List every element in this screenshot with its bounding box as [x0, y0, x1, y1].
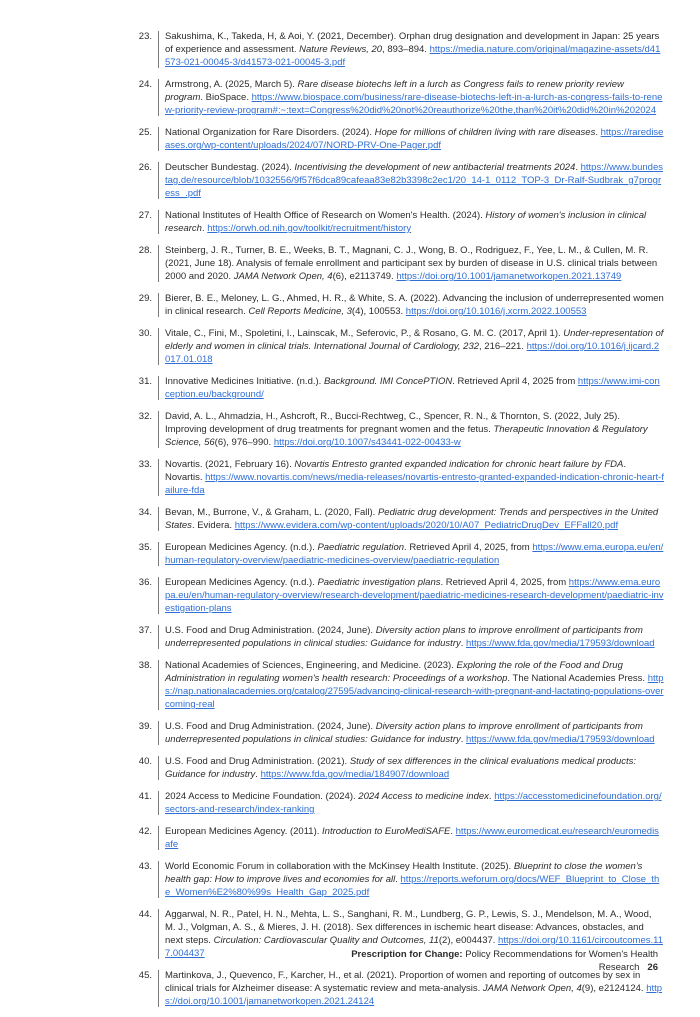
reference-link[interactable]: https://doi.org/10.1161/circoutcomes.117.004437 — [165, 935, 663, 959]
reference-segment: (4), 100553. — [351, 306, 406, 317]
reference-number: 27. — [138, 210, 152, 221]
reference-segment: Novartis. (2021, February 16). — [165, 459, 295, 470]
reference-italic-title: Study of sex differences in the clinical evaluations medical products: Guidance for industry — [165, 756, 637, 780]
reference-item — [134, 969, 664, 1008]
reference-number: 32. — [138, 411, 152, 422]
reference-segment: . — [395, 874, 401, 885]
reference-text — [165, 375, 664, 401]
reference-number: 42. — [138, 826, 152, 837]
reference-number: 36. — [138, 577, 152, 588]
reference-item — [134, 458, 664, 497]
reference-segment: (6), 976–990. — [214, 437, 274, 448]
reference-segment: . — [255, 769, 261, 780]
reference-item — [134, 209, 664, 235]
reference-link[interactable]: https://doi.org/10.1001/jamanetworkopen.2021.13749 — [396, 271, 622, 282]
reference-text — [165, 576, 664, 615]
reference-italic-title: Under-representation of elderly and women in clinical trials. International Journal of Cardiology, 232 — [165, 328, 664, 352]
reference-number: 44. — [138, 909, 152, 920]
reference-number: 24. — [138, 79, 152, 90]
reference-item — [134, 541, 664, 567]
reference-link[interactable]: https://accesstomedicinefoundation.org/sectors-and-research/index-ranking — [165, 791, 662, 815]
reference-segment: . Evidera. — [191, 520, 235, 531]
reference-segment: . — [460, 734, 467, 745]
reference-link[interactable]: https://doi.org/10.1016/j.xcrm.2022.100553 — [405, 306, 587, 317]
reference-italic-title: 2024 Access to medicine index — [358, 791, 489, 802]
reference-number: 30. — [138, 328, 152, 339]
reference-link[interactable]: https://media.nature.com/original/magazine-assets/d41573-021-00045-3/d41573-021-00045-3.pdf — [165, 44, 661, 68]
reference-item — [134, 161, 664, 200]
reference-item — [134, 825, 664, 851]
reference-item — [134, 860, 664, 899]
reference-number: 38. — [138, 660, 152, 671]
reference-segment: . — [488, 791, 495, 802]
reference-segment: European Medicines Agency. (n.d.). — [165, 577, 318, 588]
reference-italic-title: Circulation: Cardiovascular Quality and Outcomes, 11 — [213, 935, 439, 946]
reference-item — [134, 126, 664, 152]
reference-number: 39. — [138, 721, 152, 732]
reference-segment: Innovative Medicines Initiative. (n.d.). — [165, 376, 324, 387]
reference-segment: National Institutes of Health Office of Research on Women's Health. (2024). — [165, 210, 486, 221]
reference-text — [165, 506, 664, 532]
reference-text — [165, 720, 664, 746]
reference-number: 25. — [138, 127, 152, 138]
reference-link[interactable]: https://nap.nationalacademies.org/catalog/27595/advancing-clinical-research-with-pregnant-and-lactating-populations-overcoming-real — [165, 673, 664, 710]
reference-number: 41. — [138, 791, 152, 802]
reference-number: 28. — [138, 245, 152, 256]
reference-link[interactable]: https://doi.org/10.1016/j.ijcard.2017.01.018 — [165, 341, 660, 365]
reference-item — [134, 410, 664, 449]
reference-text — [165, 126, 664, 152]
reference-italic-title: JAMA Network Open, 4 — [482, 983, 582, 994]
reference-item — [134, 576, 664, 615]
reference-text — [165, 860, 664, 899]
reference-italic-title: Diversity action plans to improve enrollment of participants from underrepresented populations in clinical studies: Guidance for industry — [165, 721, 643, 745]
reference-number: 43. — [138, 861, 152, 872]
reference-italic-title: Paediatric investigation plans — [317, 577, 441, 588]
reference-list — [134, 30, 664, 1017]
footer-title-rest: Policy Recommendations for Women's Health Research — [462, 949, 658, 973]
reference-italic-title: Paediatric regulation — [317, 542, 405, 553]
reference-text — [165, 755, 664, 781]
reference-segment: Vitale, C., Fini, M., Spoletini, I., Lainscak, M., Seferovic, P., & Rosano, G. M. C. (2017, April 1). — [165, 328, 564, 339]
reference-segment: Martinkova, J., Quevenco, F., Karcher, H., et al. (2021). Proportion of women and reporting of outcomes by sex in clinical trials for Alzheimer disease: A systematic review and meta-analysis. — [165, 970, 641, 994]
reference-italic-title: Novartis Entresto granted expanded indication for chronic heart failure by FDA — [294, 459, 624, 470]
reference-item — [134, 327, 664, 366]
reference-segment: . Retrieved April 4, 2025 from — [452, 376, 578, 387]
reference-link[interactable]: https://www.imi-conception.eu/background/ — [165, 376, 660, 400]
reference-segment: U.S. Food and Drug Administration. (2024, June). — [165, 625, 376, 636]
reference-link[interactable]: https://www.fda.gov/media/184907/download — [260, 769, 450, 780]
reference-segment: . Novartis. — [165, 459, 626, 483]
reference-segment: European Medicines Agency. (2011). — [165, 826, 323, 837]
reference-number: 45. — [138, 970, 152, 981]
reference-link[interactable]: https://www.ema.europa.eu/en/human-regulatory-overview/paediatric-medicines-overview/paediatric-regulation — [165, 542, 664, 566]
reference-italic-title: Therapeutic Innovation & Regulatory Science, 56 — [165, 424, 648, 448]
reference-segment: . — [595, 127, 601, 138]
reference-segment: . — [450, 826, 456, 837]
reference-italic-title: Cell Reports Medicine, 3 — [248, 306, 352, 317]
reference-segment: Steinberg, J. R., Turner, B. E., Weeks, B. T., Magnani, C. J., Wong, B. O., Rodriguez, F., Yee, L. M., & Cullen, M. R. (2021, June 18). Analysis of female enrollment and participant sex by burden of disease in U.S. clinical trials between 2000 and 2020. — [165, 245, 658, 282]
reference-segment: . — [460, 638, 467, 649]
reference-item — [134, 30, 664, 69]
reference-item — [134, 506, 664, 532]
reference-number: 37. — [138, 625, 152, 636]
reference-segment: 2024 Access to Medicine Foundation. (2024). — [165, 791, 359, 802]
reference-segment: (6), e2113749. — [332, 271, 397, 282]
reference-segment: National Organization for Rare Disorders. (2024). — [165, 127, 375, 138]
reference-item — [134, 244, 664, 283]
reference-link[interactable]: https://doi.org/10.1001/jamanetworkopen.2021.24124 — [165, 983, 663, 1007]
reference-segment: . — [201, 223, 208, 234]
reference-text — [165, 790, 664, 816]
reference-text — [165, 541, 664, 567]
reference-item — [134, 292, 664, 318]
reference-number: 23. — [138, 31, 152, 42]
reference-text — [165, 659, 664, 711]
reference-link[interactable]: https://www.euromedicat.eu/research/euromedisafe — [165, 826, 659, 850]
reference-segment: Aggarwal, N. R., Patel, H. N., Mehta, L. S., Sanghani, R. M., Lundberg, G. P., Lewis, S. J., Mendelson, M. A., Wood, M. J., Volgman, A. S., & Mieres, J. H. (2018). Sex differences in ischemic heart disease: Advances, obstacles, and next steps. — [165, 909, 652, 946]
reference-segment: (2), e004437. — [438, 935, 499, 946]
reference-text — [165, 244, 664, 283]
reference-segment: . Retrieved April 4, 2025, from — [440, 577, 569, 588]
reference-number: 29. — [138, 293, 152, 304]
reference-link[interactable]: https://www.evidera.com/wp-content/uploads/2020/10/A07_PediatricDrugDev_EFFall20.pdf — [234, 520, 619, 531]
reference-text — [165, 292, 664, 318]
reference-italic-title: Pediatric drug development: Trends and perspectives in the United States — [165, 507, 659, 531]
reference-italic-title: Diversity action plans to improve enrollment of participants from underrepresented populations in clinical studies: Guidance for industry — [165, 625, 643, 649]
reference-link[interactable]: https://rarediseases.org/wp-content/uploads/2024/07/NORD-PRV-One-Pager.pdf — [165, 127, 664, 151]
reference-link[interactable]: https://www.fda.gov/media/179593/download — [466, 638, 655, 649]
reference-text — [165, 327, 664, 366]
reference-number: 40. — [138, 756, 152, 767]
reference-text — [165, 624, 664, 650]
reference-segment: U.S. Food and Drug Administration. (2021). — [165, 756, 350, 767]
reference-link[interactable]: https://doi.org/10.1007/s43441-022-00433-w — [273, 437, 461, 448]
reference-italic-title: Rare disease biotechs left in a lurch as Congress fails to renew priority review program — [165, 79, 624, 103]
reference-item — [134, 720, 664, 746]
reference-segment: , 893–894. — [382, 44, 430, 55]
reference-text — [165, 458, 664, 497]
page-number: 26 — [647, 962, 658, 973]
reference-link[interactable]: https://www.novartis.com/news/media-releases/novartis-entresto-granted-expanded-indication-chronic-heart-failure-fda — [165, 472, 664, 496]
reference-segment: National Academies of Sciences, Engineering, and Medicine. (2023). — [165, 660, 457, 671]
reference-segment: (9), e2124124. — [581, 983, 647, 994]
reference-italic-title: History of women's inclusion in clinical research — [165, 210, 647, 234]
reference-number: 35. — [138, 542, 152, 553]
reference-number: 33. — [138, 459, 152, 470]
reference-segment: . Retrieved April 4, 2025, from — [404, 542, 533, 553]
reference-italic-title: Incentivising the development of new antibacterial treatments 2024 — [294, 162, 576, 173]
reference-segment: . BioSpace. — [200, 92, 252, 103]
reference-segment: Sakushima, K., Takeda, H, & Aoi, Y. (2021, December). Orphan drug designation and development in Japan: 25 years of experience and assessment. — [165, 31, 660, 55]
reference-italic-title: Nature Reviews, 20 — [299, 44, 383, 55]
reference-item — [134, 78, 664, 117]
reference-segment: European Medicines Agency. (n.d.). — [165, 542, 318, 553]
reference-italic-title: Background. IMI ConcePTION — [323, 376, 453, 387]
reference-segment: Bierer, B. E., Meloney, L. G., Ahmed, H. R., & White, S. A. (2022). Advancing the inclusion of underrepresented women in clinical research. — [165, 293, 664, 317]
reference-item — [134, 624, 664, 650]
reference-italic-title: Introduction to EuroMediSAFE — [322, 826, 451, 837]
footer-title-bold: Prescription for Change: — [351, 949, 463, 960]
reference-segment: World Economic Forum in collaboration with the McKinsey Health Institute. (2025). — [165, 861, 514, 872]
reference-text — [165, 30, 664, 69]
reference-item — [134, 755, 664, 781]
reference-segment: . — [575, 162, 581, 173]
reference-item — [134, 659, 664, 711]
reference-segment: Armstrong, A. (2025, March 5). — [165, 79, 298, 90]
reference-italic-title: JAMA Network Open, 4 — [233, 271, 333, 282]
reference-italic-title: Hope for millions of children living with rare diseases — [374, 127, 596, 138]
reference-italic-title: Exploring the role of the Food and Drug Administration in regulating women's health research: Proceedings of a workshop — [165, 660, 623, 684]
reference-text — [165, 161, 664, 200]
reference-segment: . The National Academies Press. — [507, 673, 648, 684]
reference-item — [134, 375, 664, 401]
reference-link[interactable]: https://reports.weforum.org/docs/WEF_Blueprint_to_Close_the_Women%E2%80%99s_Health_Gap_2025.pdf — [165, 874, 660, 898]
reference-item — [134, 790, 664, 816]
reference-link[interactable]: https://www.biospace.com/business/rare-disease-biotechs-left-in-a-lurch-as-congress-fails-to-renew-priority-review-program#:~:text=Congress%20did%20not%20reauthorize%20the,than%20it%20did%20in%202024 — [165, 92, 663, 116]
reference-segment: Deutscher Bundestag. (2024). — [165, 162, 295, 173]
page-footer — [300, 948, 658, 974]
reference-segment: David, A. L., Ahmadzia, H., Ashcroft, R., Bucci-Rechtweg, C., Spencer, R. N., & Thornton, S. (2022, July 25). Improving development of drug treatments for pregnant women and the fetus. — [165, 411, 620, 435]
reference-link[interactable]: https://orwh.od.nih.gov/toolkit/recruitment/history — [207, 223, 412, 234]
reference-link[interactable]: https://www.fda.gov/media/179593/download — [466, 734, 655, 745]
reference-text — [165, 969, 664, 1008]
reference-number: 34. — [138, 507, 152, 518]
reference-text — [165, 825, 664, 851]
reference-text — [165, 410, 664, 449]
reference-italic-title: Blueprint to close the women's health gap: How to improve lives and economies for all — [165, 861, 643, 885]
reference-segment: Bevan, M., Burrone, V., & Graham, L. (2020, Fall). — [165, 507, 378, 518]
reference-link[interactable]: https://www.bundestag.de/resource/blob/1032556/9f57f6dca89cafeaa83e82b3398c2ec1/20_14-1_0112_TOP-3_Dr-Ralf-Sudbrak_g7progress_.pdf — [165, 162, 664, 199]
reference-segment: U.S. Food and Drug Administration. (2024, June). — [165, 721, 376, 732]
reference-segment: , 216–221. — [479, 341, 527, 352]
reference-number: 31. — [138, 376, 152, 387]
reference-text — [165, 209, 664, 235]
reference-number: 26. — [138, 162, 152, 173]
reference-text — [165, 78, 664, 117]
reference-link[interactable]: https://www.ema.europa.eu/en/human-regulatory-overview/research-development/paediatric-medicines-research-development/paediatric-investigation-plans — [165, 577, 664, 614]
